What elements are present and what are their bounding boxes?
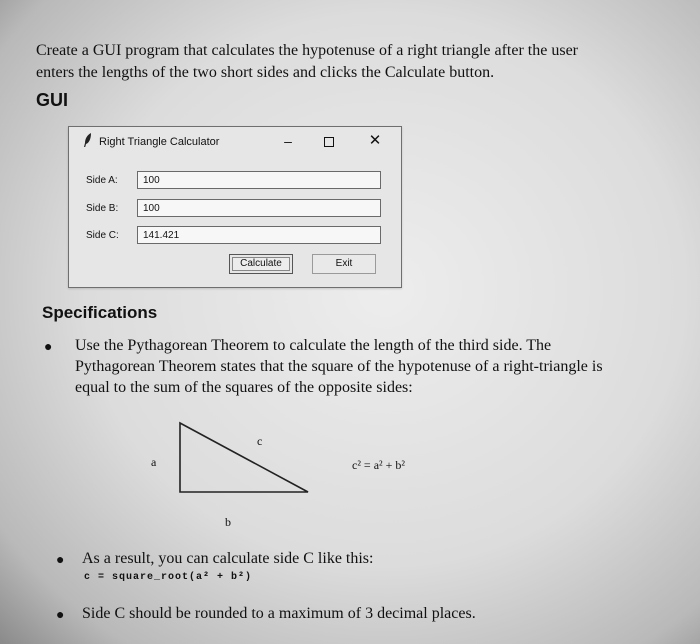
side-b-label: Side B: (86, 203, 119, 214)
feather-icon (83, 133, 93, 150)
maximize-icon (324, 137, 334, 147)
side-c-diagram-label: c (257, 434, 263, 448)
bullet-1-icon: ● (44, 340, 53, 355)
desc-line-1: Use the Pythagorean Theorem to calculate the length of the third side. The (75, 337, 552, 354)
title-bar[interactable] (69, 127, 401, 159)
right-triangle (180, 423, 308, 492)
side-b-input[interactable]: 100 (137, 199, 381, 217)
side-a-label: Side A: (86, 175, 118, 186)
result-description: As a result, you can calculate side C like this: (82, 550, 374, 567)
side-a-input[interactable]: 100 (137, 171, 381, 189)
maximize-button[interactable] (319, 131, 339, 151)
side-b-diagram-label: b (225, 515, 231, 529)
intro-paragraph (36, 40, 676, 84)
side-c-label: Side C: (86, 230, 119, 241)
formula-code: c = square_root(a² + b²) (84, 572, 253, 583)
side-c-output[interactable]: 141.421 (137, 226, 381, 244)
rounding-requirement: Side C should be rounded to a maximum of 3 decimal places. (82, 605, 476, 622)
window-title: Right Triangle Calculator (99, 136, 220, 148)
intro-line-1: Create a GUI program that calculates the hypotenuse of a right triangle after the user (36, 42, 578, 59)
close-button[interactable]: ✕ (368, 132, 382, 149)
intro-line-2: enters the lengths of the two short sides and clicks the Calculate button. (36, 64, 495, 81)
desc-line-3: equal to the sum of the squares of the opposite sides: (75, 379, 413, 396)
gui-heading: GUI (36, 90, 69, 110)
calculator-window (68, 126, 402, 288)
desc-line-2: Pythagorean Theorem states that the square of the hypotenuse of a right-triangle is (75, 358, 603, 375)
minimize-button[interactable]: – (284, 133, 292, 149)
bullet-3-icon: ● (56, 608, 65, 623)
calculate-button[interactable]: Calculate (229, 254, 293, 274)
side-a-diagram-label: a (151, 455, 157, 469)
bullet-2-icon: ● (56, 553, 65, 568)
exit-button[interactable]: Exit (312, 254, 376, 274)
pythagorean-formula: c² = a² + b² (352, 458, 405, 472)
specifications-heading: Specifications (42, 303, 158, 322)
triangle-diagram (140, 415, 340, 535)
pythagorean-description (75, 335, 685, 398)
